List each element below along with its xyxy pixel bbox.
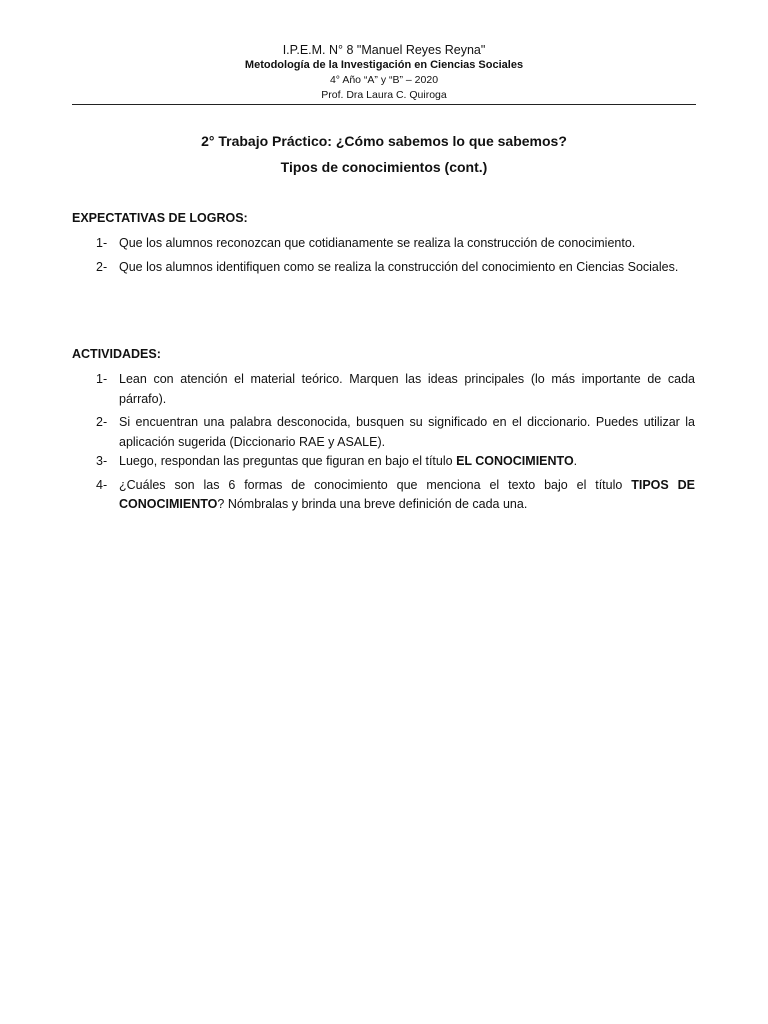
list-item <box>72 234 695 254</box>
document-header <box>72 42 696 103</box>
item-number: 2- <box>96 415 108 429</box>
list-item <box>72 258 695 278</box>
list-item <box>72 452 695 472</box>
item-number: 1- <box>96 236 108 250</box>
item-text-after: ? Nómbralas y brinda una breve definición de cada una. <box>217 497 528 511</box>
item-number: 1- <box>96 372 108 386</box>
expectativas-list <box>72 234 695 279</box>
list-item <box>72 476 695 515</box>
expectativas-heading: EXPECTATIVAS DE LOGROS: <box>72 211 248 225</box>
school-name: I.P.E.M. N° 8 "Manuel Reyes Reyna" <box>282 43 486 57</box>
actividades-heading: ACTIVIDADES: <box>72 347 161 361</box>
header-divider <box>72 104 696 105</box>
subject-name: Metodología de la Investigación en Ciencias Sociales <box>244 59 524 71</box>
item-text-bold: TIPOS DE CONOCIMIENTO <box>119 477 695 511</box>
sub-title: Tipos de conocimientos (cont.) <box>280 159 488 175</box>
item-text-bold: EL CONOCIMIENTO <box>456 454 574 468</box>
item-text: Lean con atención el material teórico. Marquen las ideas principales (lo más importante de cada párrafo). <box>119 372 695 406</box>
item-text: Que los alumnos reconozcan que cotidianamente se realiza la construcción de conocimiento. <box>119 236 636 250</box>
document-titles <box>72 131 696 183</box>
actividades-list <box>72 370 695 517</box>
list-item <box>72 370 695 409</box>
item-text-before: ¿Cuáles son las 6 formas de conocimiento que menciona el texto bajo el título <box>119 477 632 492</box>
course-year: 4° Año “A” y “B” – 2020 <box>329 74 439 86</box>
item-number: 4- <box>96 477 108 492</box>
item-text: Si encuentran una palabra desconocida, busquen su significado en el diccionario. Puedes utilizar la aplicación sugerida (Diccionario RAE y ASALE). <box>119 415 695 449</box>
item-number: 2- <box>96 259 108 274</box>
main-title: 2° Trabajo Práctico: ¿Cómo sabemos lo que sabemos? <box>201 133 567 149</box>
list-item <box>72 413 695 452</box>
item-text-after: . <box>573 454 578 468</box>
teacher-name: Prof. Dra Laura C. Quiroga <box>321 89 447 101</box>
item-number: 3- <box>96 454 108 468</box>
item-text-before: Luego, respondan las preguntas que figuran en bajo el título <box>119 454 457 468</box>
item-text: Que los alumnos identifiquen como se realiza la construcción del conocimiento en Ciencias Sociales. <box>119 259 679 274</box>
